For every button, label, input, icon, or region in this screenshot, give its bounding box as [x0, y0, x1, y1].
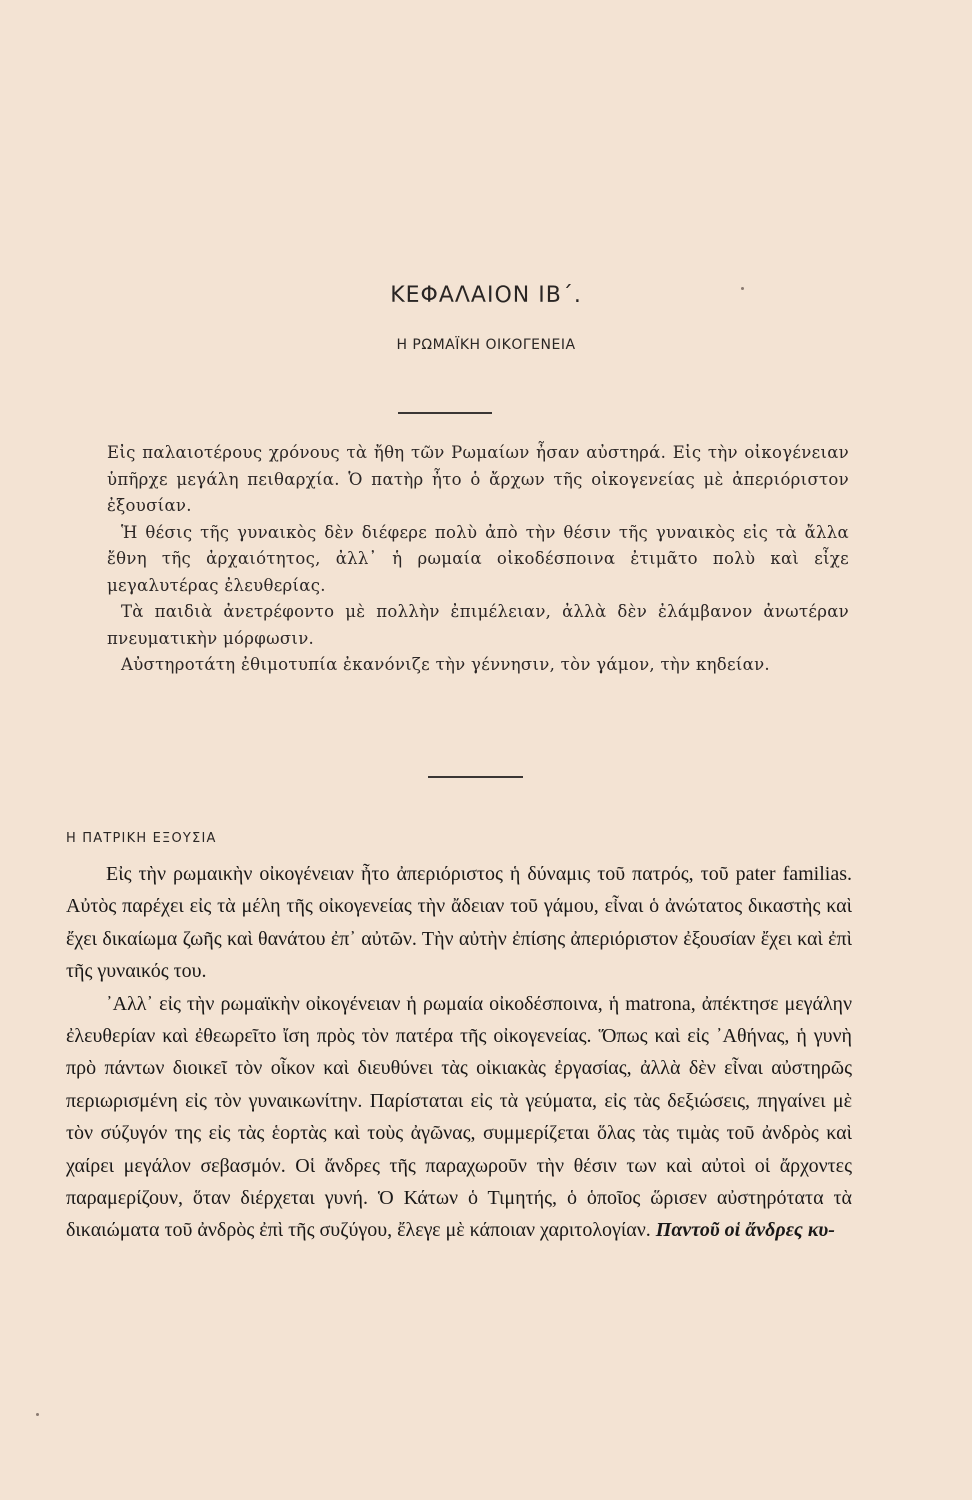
- italic-phrase: Παντοῦ οἱ ἄνδρες κυ-: [655, 1219, 835, 1242]
- section-body: [66, 858, 852, 1247]
- section-heading: Η ΠΑΤΡΙΚΗ ΕΞΟΥΣΙΑ: [66, 831, 217, 846]
- divider-rule: [428, 776, 523, 778]
- paper-speck: [741, 287, 744, 290]
- summary-paragraph: Αὐστηροτάτη ἐθιμοτυπία ἐκανόνιζε τὴν γέννησιν, τὸν γάμον, τὴν κηδείαν.: [121, 655, 770, 674]
- body-paragraph: [66, 988, 852, 1247]
- divider-rule: [398, 412, 492, 414]
- paper-speck: [36, 1413, 39, 1416]
- summary-paragraph: Ἡ θέσις τῆς γυναικὸς δὲν διέφερε πολὺ ἀπὸ τὴν θέσιν τῆς γυναικὸς εἰς τὰ ἄλλα ἔθνη τῆς ἀρχαιότητος, ἀλλ᾽ ἡ ρωμαία οἰκοδέσποινα ἐτιμᾶτο πολὺ καὶ εἶχε μεγαλυτέρας ἐλευθερίας.: [107, 522, 849, 595]
- body-paragraph-text: ᾽Αλλ᾽ εἰς τὴν ρωμαϊκὴν οἰκογένειαν ἡ ρωμαία οἰκοδέσποινα, ἡ matrona, ἀπέκτησε μεγάλην ἐλευθερίαν καὶ ἐθεωρεῖτο ἴση πρὸς τὸν πατέρα τῆς οἰκογενείας. Ὅπως καὶ εἰς ᾽Αθήνας, ἡ γυνὴ πρὸ πάντων διοικεῖ τὸν οἶκον καὶ διευθύνει τὰς οἰκιακὰς ἐργασίας, ἀλλὰ δὲν εἶναι αὐστηρῶς περιωρισμένη εἰς τὸν γυναικωνίτην. Παρίσταται εἰς τὰ γεύματα, εἰς τὰς δεξιώσεις, πηγαίνει μὲ τὸν σύζυγόν της εἰς τὰς ἑορτὰς καὶ τοὺς ἀγῶνας, συμμερίζεται ὅλας τὰς τιμὰς τοῦ ἀνδρὸς καὶ χαίρει μεγάλον σεβασμόν. Οἱ ἄνδρες τῆς παραχωροῦν τὴν θέσιν των καὶ αὐτοὶ οἱ ἄρχοντες παραμερίζουν, ὅταν διέρχεται γυνή. Ὁ Κάτων ὁ Τιμητής, ὁ ὁποῖος ὥρισεν αὐστηρότατα τὰ δικαιώματα τοῦ ἀνδρὸς ἐπὶ τῆς συζύγου, ἔλεγε μὲ κάποιαν χαριτολογίαν.: [66, 992, 852, 1242]
- chapter-title: ΚΕΦΑΛΑΙΟΝ ΙΒ΄.: [390, 283, 582, 308]
- chapter-subtitle: Η ΡΩΜΑΪΚΗ ΟΙΚΟΓΕΝΕΙΑ: [396, 337, 576, 353]
- chapter-summary: [107, 440, 849, 679]
- body-paragraph: Εἰς τὴν ρωμαικὴν οἰκογένειαν ἦτο ἀπεριόριστος ἡ δύναμις τοῦ πατρός, τοῦ pater familias. Αὐτὸς παρέχει εἰς τὰ μέλη τῆς οἰκογενείας τὴν ἄδειαν τοῦ γάμου, εἶναι ὁ ἀνώτατος δικαστὴς καὶ ἔχει δικαίωμα ζωῆς καὶ θανάτου ἐπ᾽ αὐτῶν. Τὴν αὐτὴν ἐπίσης ἀπεριόριστον ἐξουσίαν ἔχει καὶ ἐπὶ τῆς γυναικός του.: [66, 863, 852, 983]
- summary-paragraph: Εἰς παλαιοτέρους χρόνους τὰ ἤθη τῶν Ρωμαίων ἦσαν αὐστηρά. Εἰς τὴν οἰκογένειαν ὑπῆρχε μεγάλη πειθαρχία. Ὁ πατὴρ ἦτο ὁ ἄρχων τῆς οἰκογενείας μὲ ἀπεριόριστον ἐξουσίαν.: [107, 443, 849, 515]
- summary-paragraph: Τὰ παιδιὰ ἀνετρέφοντο μὲ πολλὴν ἐπιμέλειαν, ἀλλὰ δὲν ἐλάμβανον ἀνωτέραν πνευματικὴν μόρφωσιν.: [107, 602, 849, 648]
